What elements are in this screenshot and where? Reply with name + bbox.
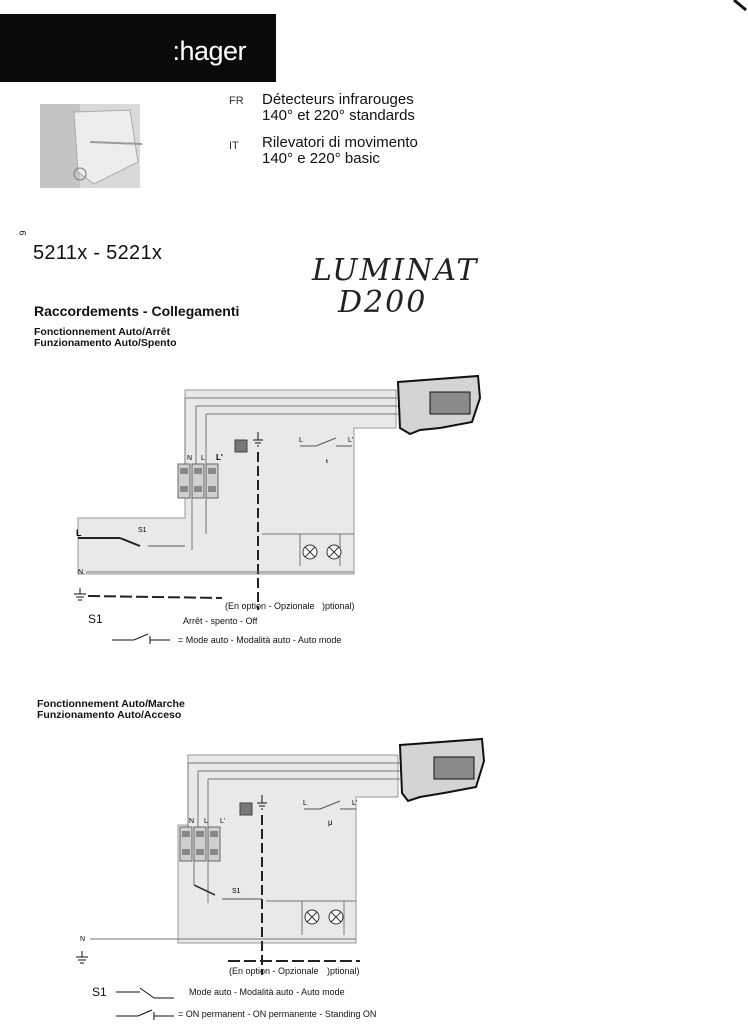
corner-mark-icon <box>728 0 748 14</box>
switch-s1-label-2: S1 <box>232 888 241 895</box>
ground-box <box>235 440 247 452</box>
terminal-n-label-2: N <box>189 818 195 825</box>
terminal-lp-label: L' <box>216 453 223 462</box>
diagram1-heading-fr: Fonctionnement Auto/Arrêt <box>34 326 171 338</box>
section-title: Raccordements - Collegamenti <box>34 303 240 319</box>
diagram2-heading-fr: Fonctionnement Auto/Marche <box>37 698 185 710</box>
terminal-block-2 <box>180 827 220 861</box>
diagram2-s1-label: S1 <box>92 985 107 999</box>
svg-text:μ: μ <box>328 818 333 827</box>
svg-text:ᵗ: ᵗ <box>326 458 328 467</box>
title-it-line2: 140° e 220° basic <box>262 150 380 167</box>
relay-lp-label: L' <box>348 437 354 444</box>
terminal-n-label: N <box>187 455 193 462</box>
ground-box-2 <box>240 803 252 815</box>
handwritten-line1: LUMINAT <box>312 253 479 288</box>
detector-lens-icon <box>430 392 470 414</box>
diagram2-legend-on: = ON permanent - ON permanente - Standing ON <box>178 1009 377 1019</box>
diagram1-heading-it: Funzionamento Auto/Spento <box>34 337 177 349</box>
diagram2-option-text: (En option - Opzionale <box>229 966 319 976</box>
diagram1-legend-off: Arrêt - spento - Off <box>183 616 258 626</box>
terminal-l-label: L <box>201 455 205 462</box>
line-n-label: N <box>78 569 84 576</box>
switch-s1-label: S1 <box>138 527 147 534</box>
model-number: 5211x - 5221x <box>33 242 163 264</box>
terminal-lp-label-2: L' <box>220 818 226 825</box>
diagram2-heading-it: Funzionamento Auto/Acceso <box>37 709 182 721</box>
ground-icon-legend-2 <box>76 951 88 963</box>
diagram1-option-text: (En option - Opzionale <box>225 601 315 611</box>
title-fr-line2: 140° et 220° standards <box>262 107 415 124</box>
lang-fr-code: FR <box>229 95 244 107</box>
relay-lp-label-2: L' <box>352 800 358 807</box>
title-it-line1: Rilevatori di movimento <box>262 134 418 151</box>
ground-icon-legend <box>74 588 86 600</box>
lang-it-code: IT <box>229 140 239 152</box>
switch-symbols-2 <box>114 984 184 1024</box>
diagram2-legend-auto: Mode auto - Modalità auto - Auto mode <box>189 987 345 997</box>
diagram1-legend-auto: = Mode auto - Modalità auto - Auto mode <box>178 635 342 645</box>
detector-lens-icon-2 <box>434 757 474 779</box>
line-n-label-2: N <box>80 936 86 943</box>
line-l-label: L <box>76 528 82 538</box>
brand-bar <box>0 14 276 82</box>
relay-l-label: L <box>299 437 303 444</box>
handwritten-line2: D200 <box>338 285 428 320</box>
diagram1-s1-label: S1 <box>88 612 103 626</box>
wiring-diagram-auto-off <box>0 370 748 620</box>
brand-logo: :hager <box>172 36 246 66</box>
lamp-icon-4 <box>329 910 343 924</box>
lamp-icon-1 <box>303 545 317 559</box>
terminal-l-label-2: L <box>204 818 208 825</box>
terminal-block <box>178 464 218 498</box>
product-photo <box>34 102 146 192</box>
diagram2-option-suffix: )ptional) <box>327 966 360 976</box>
relay-l-label-2: L <box>303 800 307 807</box>
lamp-icon-2 <box>327 545 341 559</box>
wiring-diagram-auto-on <box>0 735 748 980</box>
lamp-icon-3 <box>305 910 319 924</box>
diagram1-option-suffix: )ptional) <box>322 601 355 611</box>
switch-symbol-auto <box>110 630 180 650</box>
diagram1-panel <box>78 390 396 574</box>
title-fr-line1: Détecteurs infrarouges <box>262 91 414 108</box>
side-mark: 6 <box>17 230 28 236</box>
